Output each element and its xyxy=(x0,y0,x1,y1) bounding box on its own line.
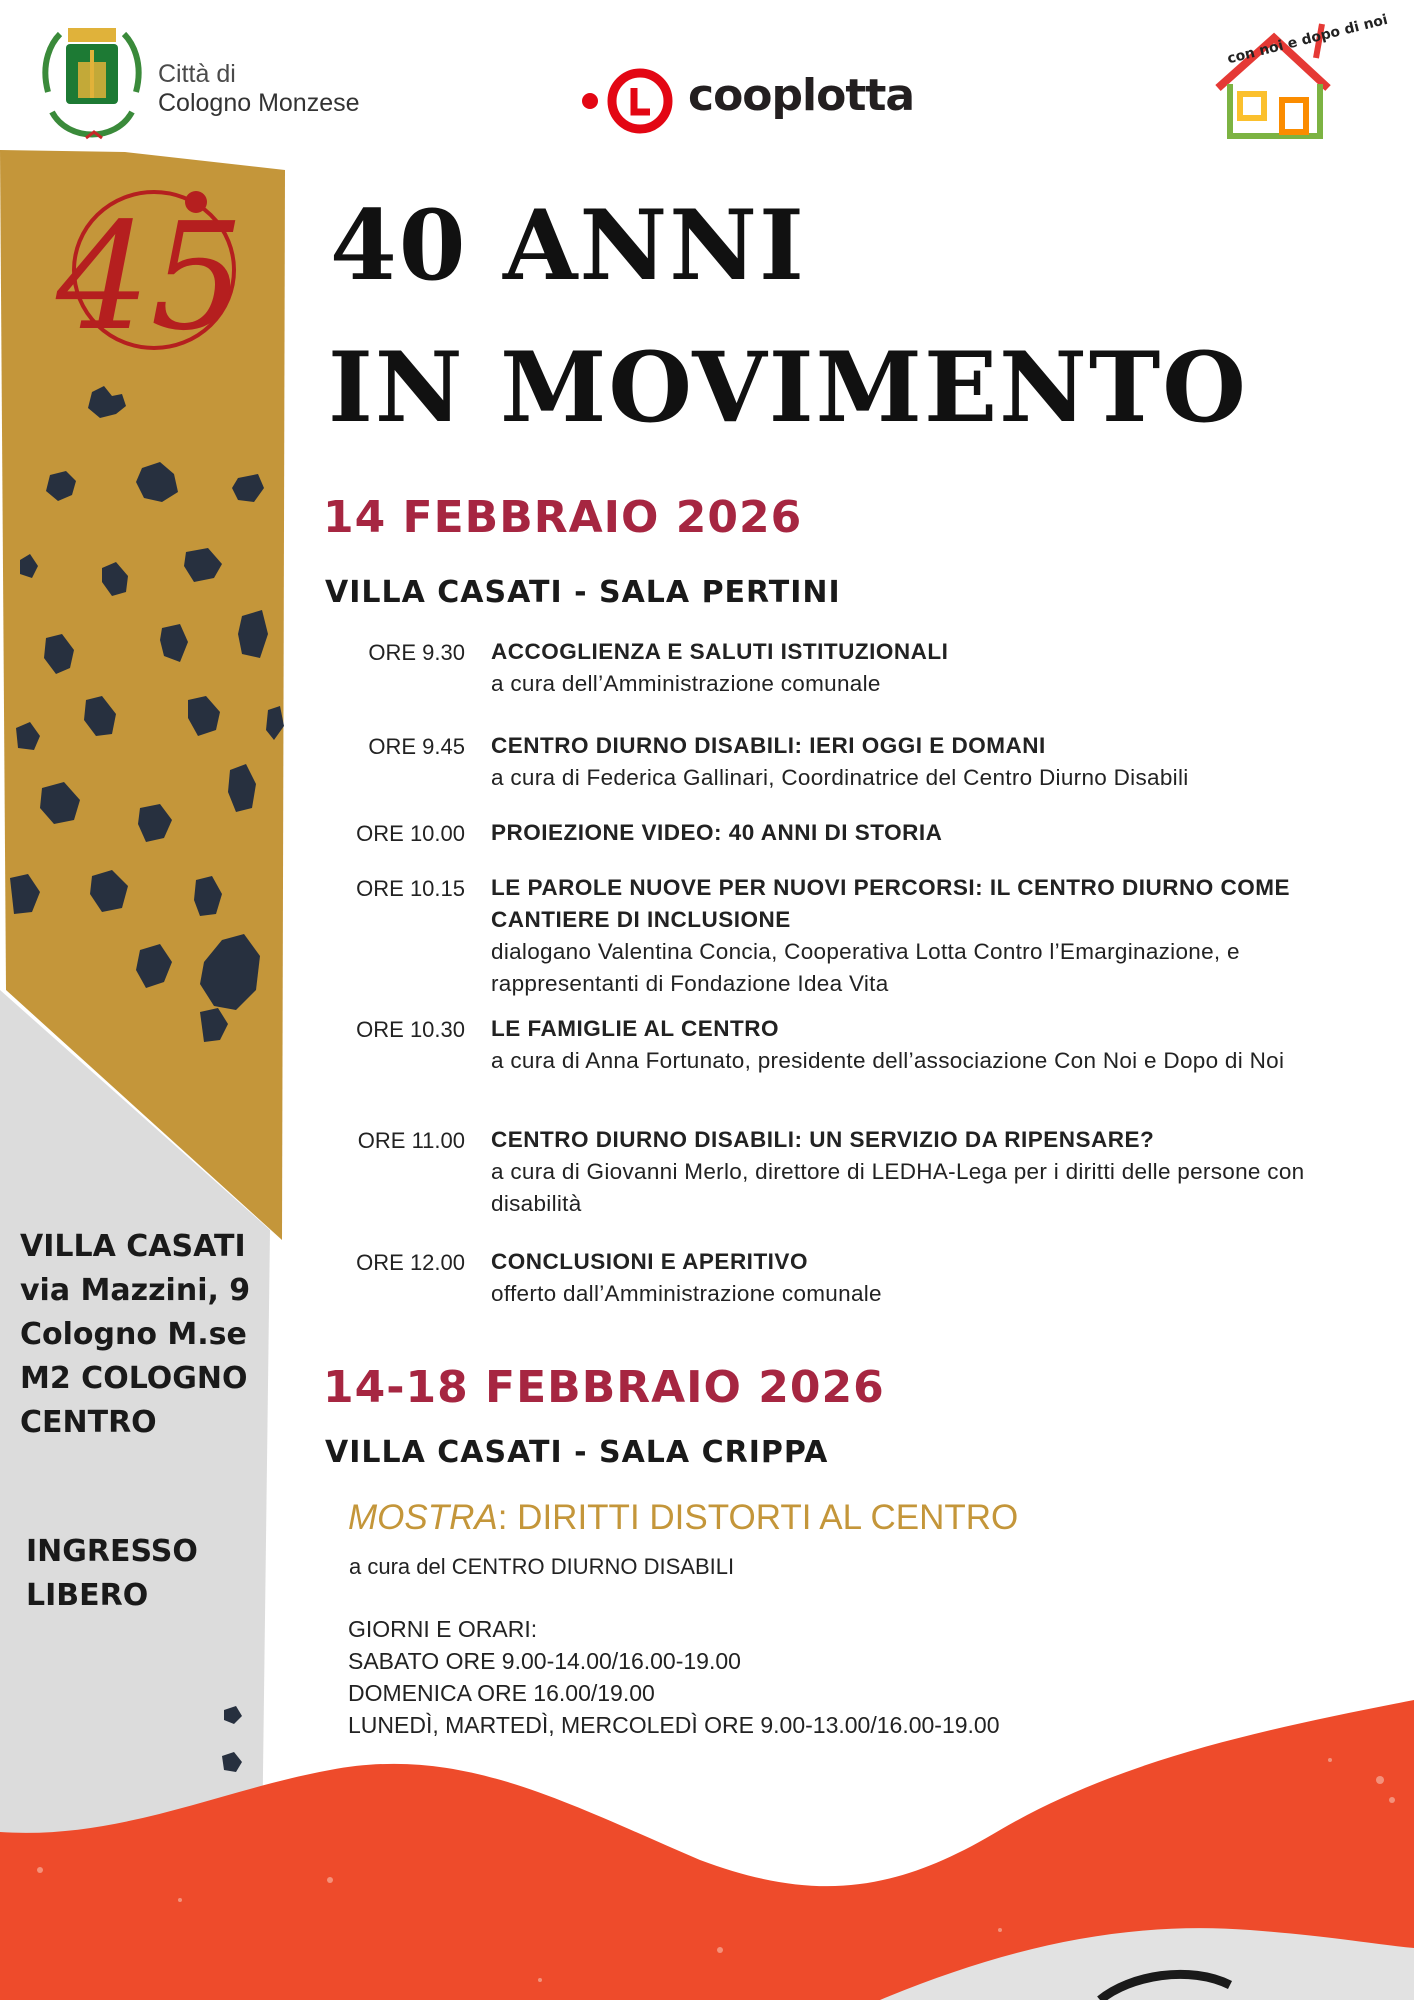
entry-info xyxy=(26,1530,198,1618)
schedule-time: ORE 10.15 xyxy=(356,876,465,901)
cooplotta-logo-icon xyxy=(578,68,674,134)
schedule-time: ORE 10.30 xyxy=(356,1017,465,1042)
mostra-label: MOSTRA xyxy=(348,1498,498,1537)
badge-number: 45 xyxy=(56,191,245,363)
title-line1: 40 ANNI xyxy=(330,189,806,302)
schedule-time: ORE 9.45 xyxy=(368,734,465,759)
address-line: CENTRO xyxy=(20,1405,157,1440)
partner-logo-text: con noi e dopo di noi xyxy=(1225,11,1390,68)
schedule-title: CONCLUSIONI E APERITIVO xyxy=(491,1249,808,1274)
hours-line: SABATO ORE 9.00-14.00/16.00-19.00 xyxy=(348,1648,741,1674)
schedule-body xyxy=(491,730,1351,794)
anniversary-badge xyxy=(44,180,245,363)
schedule-body xyxy=(491,872,1371,1000)
section1-date: 14 FEBBRAIO 2026 xyxy=(323,492,803,543)
cooplotta-name: cooplotta xyxy=(688,70,915,121)
mostra-title: : DIRITTI DISTORTI AL CENTRO xyxy=(497,1498,1019,1537)
schedule-title: ACCOGLIENZA E SALUTI ISTITUZIONALI xyxy=(491,639,949,664)
hours-line: GIORNI E ORARI: xyxy=(348,1616,538,1642)
mostra-curator: a cura del CENTRO DIURNO DISABILI xyxy=(349,1554,735,1579)
address-line: M2 COLOGNO xyxy=(20,1361,248,1396)
schedule-body xyxy=(491,636,1351,700)
city-crest-icon xyxy=(38,22,146,148)
mostra-heading xyxy=(348,1498,1018,1538)
entry-line: INGRESSO xyxy=(26,1534,198,1569)
schedule-body xyxy=(491,1013,1351,1077)
city-line1: Città di xyxy=(158,60,236,88)
city-line2: Cologno Monzese xyxy=(158,89,360,117)
section2-date: 14-18 FEBBRAIO 2026 xyxy=(323,1362,885,1413)
schedule-desc: a cura di Federica Gallinari, Coordinatrice del Centro Diurno Disabili xyxy=(491,765,1189,790)
schedule-desc: a cura dell’Amministrazione comunale xyxy=(491,671,881,696)
schedule-title: CENTRO DIURNO DISABILI: UN SERVIZIO DA RIPENSARE? xyxy=(491,1127,1155,1152)
venue-address xyxy=(20,1225,250,1445)
address-line: Cologno M.se xyxy=(20,1317,247,1352)
schedule-title: LE FAMIGLIE AL CENTRO xyxy=(491,1016,780,1041)
schedule-title: PROIEZIONE VIDEO: 40 ANNI DI STORIA xyxy=(491,820,943,845)
section1-venue: VILLA CASATI - SALA PERTINI xyxy=(325,575,841,610)
title-line2: IN MOVIMENTO xyxy=(328,331,1248,444)
schedule-desc: dialogano Valentina Concia, Cooperativa Lotta Contro l’Emarginazione, e rappresentanti di Fondazione Idea Vita xyxy=(491,939,1240,996)
opening-hours xyxy=(348,1613,1000,1741)
hours-line: LUNEDÌ, MARTEDÌ, MERCOLEDÌ ORE 9.00-13.00/16.00-19.00 xyxy=(348,1712,1000,1738)
schedule-time: ORE 12.00 xyxy=(356,1250,465,1275)
section2-venue: VILLA CASATI - SALA CRIPPA xyxy=(325,1435,829,1470)
schedule-body xyxy=(491,817,1351,849)
con-noi-dopo-di-noi-logo xyxy=(1210,11,1390,154)
schedule-desc: a cura di Giovanni Merlo, direttore di LEDHA-Lega per i diritti delle persone con disabilità xyxy=(491,1159,1305,1216)
schedule-time: ORE 9.30 xyxy=(368,640,465,665)
hours-line: DOMENICA ORE 16.00/19.00 xyxy=(348,1680,655,1706)
city-name xyxy=(158,60,360,118)
schedule-desc: a cura di Anna Fortunato, presidente dell’associazione Con Noi e Dopo di Noi xyxy=(491,1048,1285,1073)
entry-line: LIBERO xyxy=(26,1578,149,1613)
address-line: VILLA CASATI xyxy=(20,1229,246,1264)
schedule-title: CENTRO DIURNO DISABILI: IERI OGGI E DOMANI xyxy=(491,733,1046,758)
schedule-title: LE PAROLE NUOVE PER NUOVI PERCORSI: IL CENTRO DIURNO COME CANTIERE DI INCLUSIONE xyxy=(491,875,1290,932)
schedule-time: ORE 10.00 xyxy=(356,821,465,846)
schedule-time: ORE 11.00 xyxy=(357,1128,465,1153)
schedule-body xyxy=(491,1124,1351,1220)
schedule-body xyxy=(491,1246,1351,1310)
address-line: via Mazzini, 9 xyxy=(20,1273,251,1308)
schedule-desc: offerto dall’Amministrazione comunale xyxy=(491,1281,882,1306)
